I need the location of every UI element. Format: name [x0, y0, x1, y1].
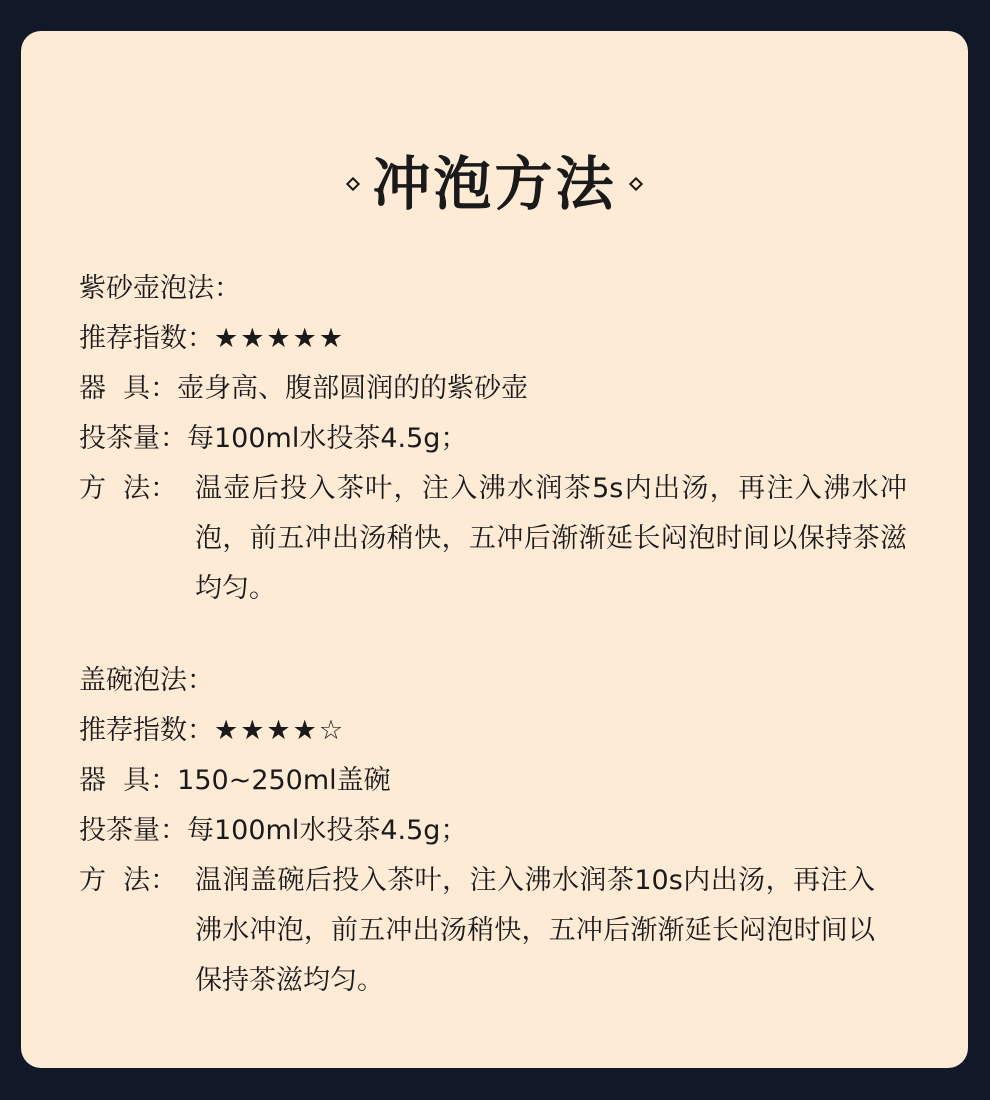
rating-stars: ★★★★☆: [214, 715, 346, 746]
diamond-right-icon: [628, 177, 642, 191]
method-row: [79, 856, 929, 1006]
section-heading: [79, 656, 929, 706]
amount-row: [79, 806, 929, 856]
tool-label: 器 具：: [79, 765, 178, 796]
amount-label: 投茶量：: [79, 815, 187, 846]
diamond-left-icon: [346, 177, 360, 191]
rating-label: 推荐指数：: [79, 715, 214, 746]
section-gaiwan: [79, 656, 929, 1006]
method-value: 温壶后投入茶叶，注入沸水润茶5s内出汤，再注入沸水冲泡，前五冲出汤稍快，五冲后渐渐延长闷泡时间以保持茶滋均匀。: [195, 473, 907, 604]
rating-row: [79, 314, 929, 364]
tool-value: 壶身高、腹部圆润的的紫砂壶: [177, 373, 529, 404]
amount-value: 每100ml水投茶4.5g；: [187, 423, 468, 454]
amount-label: 投茶量：: [79, 423, 187, 454]
method-label: 方 法：: [79, 865, 178, 896]
content-card: [21, 31, 968, 1068]
rating-label: 推荐指数：: [79, 323, 214, 354]
title-row: [21, 149, 968, 219]
page-title: 冲泡方法: [372, 150, 617, 218]
tool-row: [79, 364, 929, 414]
amount-value: 每100ml水投茶4.5g；: [187, 815, 468, 846]
method-value: 温润盖碗后投入茶叶，注入沸水润茶10s内出汤，再注入沸水冲泡，前五冲出汤稍快，五冲后渐渐延长闷泡时间以保持茶滋均匀。: [195, 865, 875, 996]
section-heading-text: 紫砂壶泡法：: [79, 273, 241, 304]
tool-value: 150~250ml盖碗: [177, 765, 391, 796]
method-row: [79, 464, 929, 614]
tool-row: [79, 756, 929, 806]
method-label: 方 法：: [79, 473, 178, 504]
section-zisha: [79, 264, 929, 614]
rating-stars: ★★★★★: [214, 323, 346, 354]
section-heading: [79, 264, 929, 314]
tool-label: 器 具：: [79, 373, 178, 404]
section-heading-text: 盖碗泡法：: [79, 665, 214, 696]
amount-row: [79, 414, 929, 464]
rating-row: [79, 706, 929, 756]
